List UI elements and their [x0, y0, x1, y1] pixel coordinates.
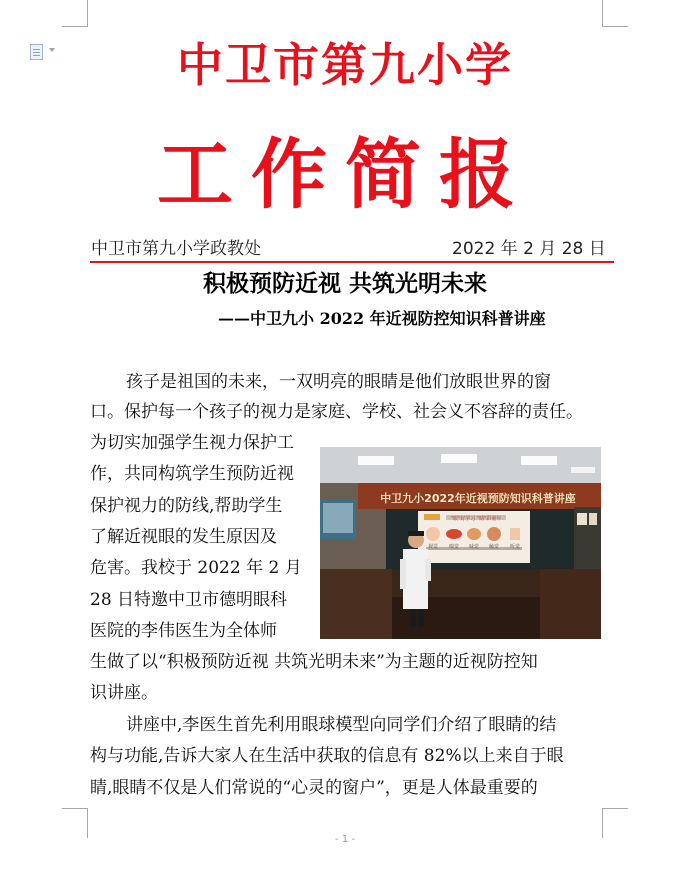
page-number: - 1 -	[335, 834, 355, 845]
crop-mark	[62, 26, 88, 27]
body-line: 睛,眼睛不仅是人们常说的“心灵的窗户”，更是人体最重要的	[90, 778, 538, 798]
body-line: 生做了以“积极预防近视 共筑光明未来”为主题的近视防控知	[90, 652, 538, 672]
body-line: 医院的李伟医生为全体师	[90, 621, 277, 641]
article-title: 积极预防近视 共筑光明未来	[202, 270, 487, 297]
photo-banner-text: 中卫九小2022年近视预防知识科普讲座	[380, 492, 576, 505]
body-line: 孩子是祖国的未来，一双明亮的眼睛是他们放眼世界的窗	[126, 372, 551, 392]
body-line: 构与功能,告诉大家人在生活中获取的信息有 82%以上来自于眼	[90, 746, 564, 766]
body-line: 危害。我校于 2022 年 2 月	[90, 558, 302, 578]
header-divider	[90, 261, 614, 263]
body-line: 口。保护每一个孩子的视力是家庭、学校、社会义不容辞的责任。	[90, 402, 583, 422]
body-line: 28 日特邀中卫市德明眼科	[90, 590, 288, 610]
crop-mark	[602, 0, 603, 27]
article-subtitle: ——中卫九小 2022 年近视防控知识科普讲座	[218, 309, 546, 328]
masthead-school-name: 中卫市第九小学	[177, 38, 513, 92]
lecture-photo-illustration	[320, 447, 601, 639]
crop-mark	[62, 808, 88, 809]
body-line: 讲座中,李医生首先利用眼球模型向同学们介绍了眼睛的结	[126, 715, 557, 735]
issuer-label: 中卫市第九小学政教处	[91, 239, 261, 259]
crop-mark	[602, 808, 628, 809]
photo-slide-item: 味觉	[468, 544, 480, 550]
crop-mark	[602, 26, 628, 27]
crop-mark	[87, 0, 88, 27]
body-line: 为切实加强学生视力保护工	[90, 433, 294, 453]
photo-slide-item: 视觉	[427, 544, 439, 550]
masthead-title: 工作简报	[157, 130, 533, 219]
body-line: 作，共同构筑学生预防近视	[90, 464, 294, 484]
body-line: 了解近视眼的发生原因及	[90, 527, 277, 547]
issue-date: 2022 年 2 月 28 日	[452, 239, 606, 259]
photo-slide-heading: "眼"好学习 "睛"彩童年	[450, 516, 502, 522]
lecture-photo	[320, 447, 601, 639]
body-line: 识讲座。	[90, 683, 158, 703]
photo-slide-item: 嗅觉	[448, 544, 460, 550]
photo-slide-item: 触觉	[488, 544, 500, 550]
photo-slide-item: 听觉	[509, 544, 521, 550]
body-line: 保护视力的防线,帮助学生	[90, 496, 283, 516]
